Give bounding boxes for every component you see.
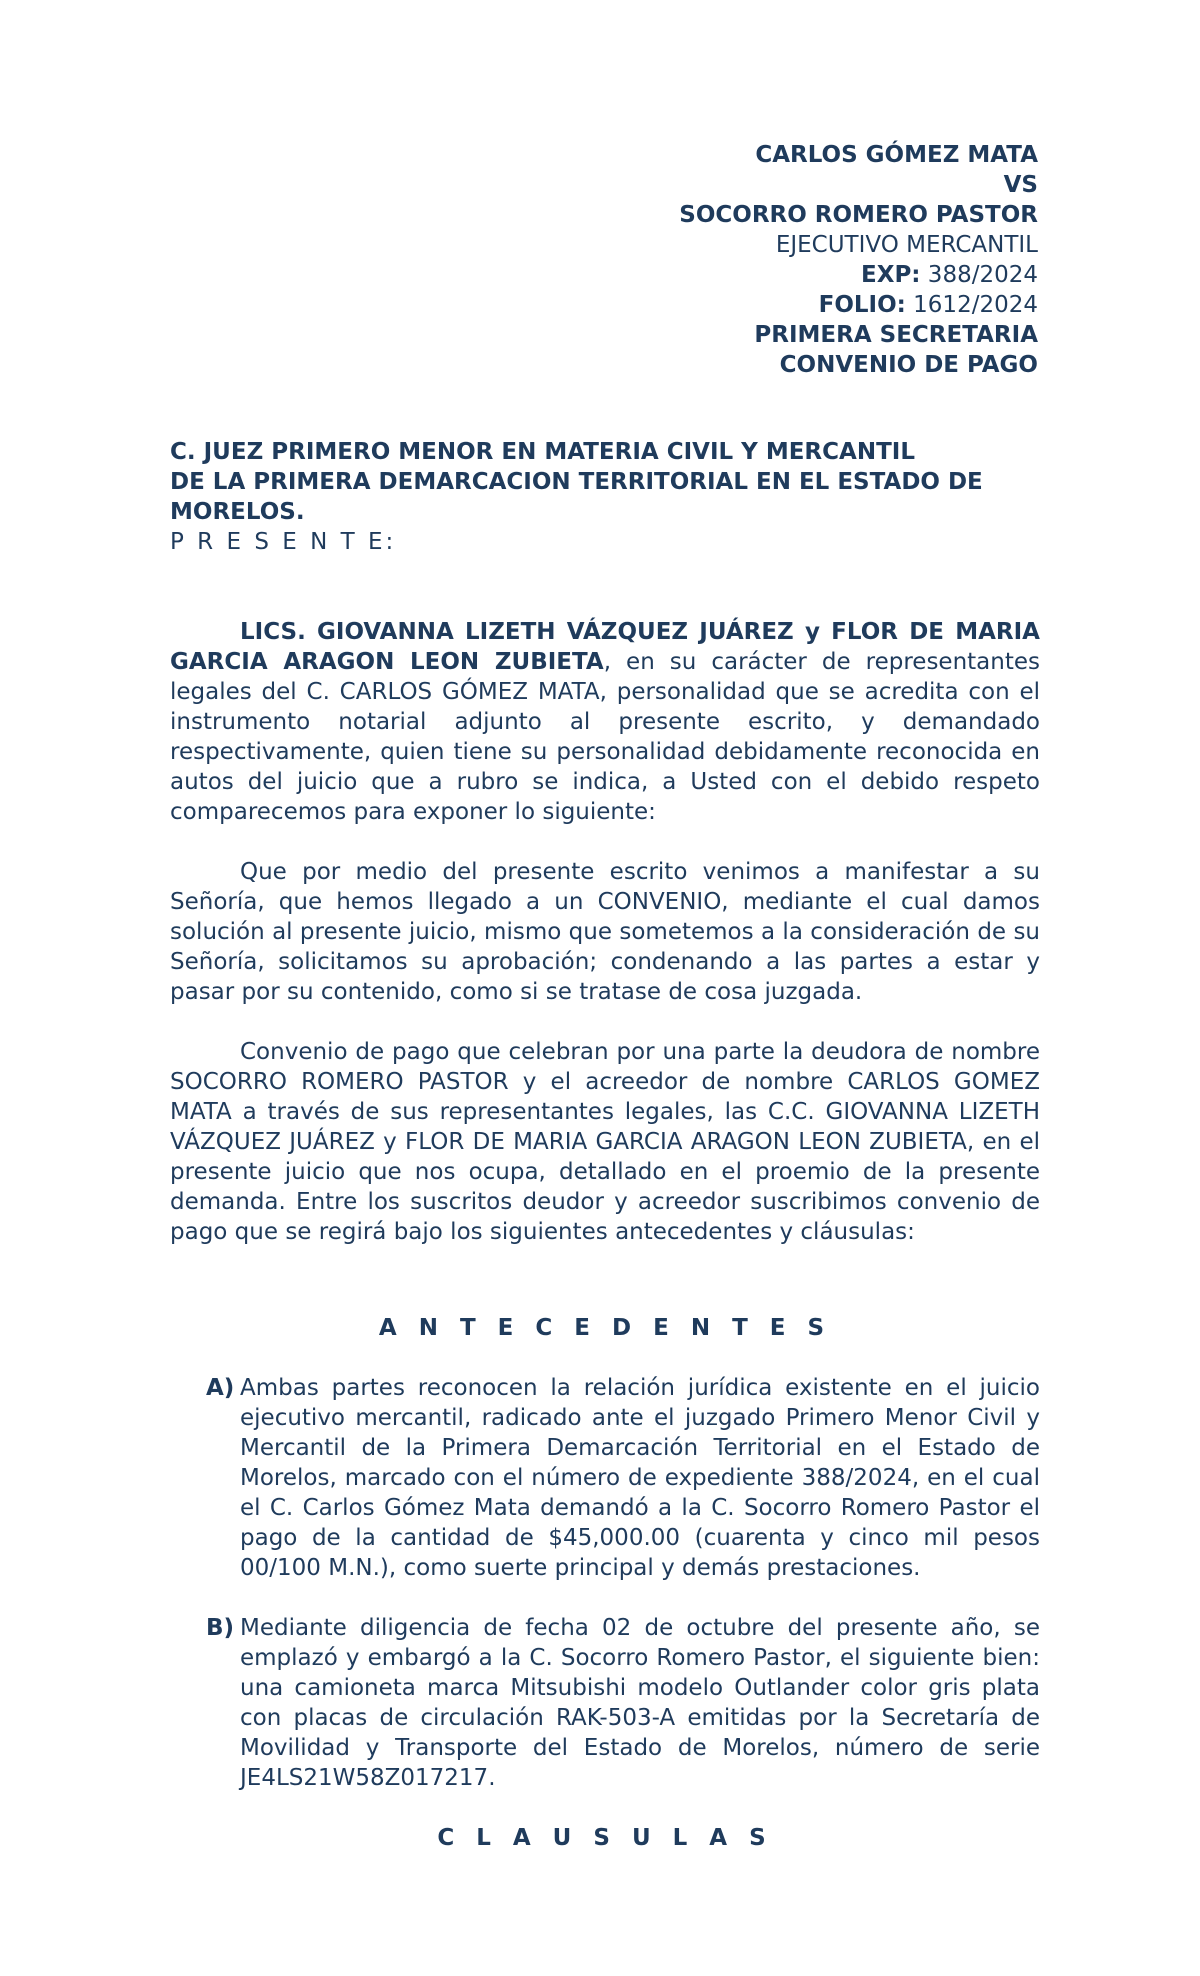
paragraph-convenio: Que por medio del presente escrito venimos a manifestar a su Señoría, que hemos llegado a un CONVENIO, mediante el cual damos solución al presente juicio, mismo que sometemos a la consideración de su Señoría, solicitamos su aprobación; condenando a las partes a estar y pasar por su contenido, como si se tratase de cosa juzgada. (170, 859, 1040, 1005)
expediente-line (679, 260, 1038, 290)
paragraph-parties: Convenio de pago que celebran por una parte la deudora de nombre SOCORRO ROMERO PASTOR y el acreedor de nombre CARLOS GOMEZ MATA a través de sus representantes legales, las C.C. GIOVANNA LIZETH VÁZQUEZ JUÁREZ y FLOR DE MARIA GARCIA ARAGON LEON ZUBIETA, en el presente juicio que nos ocupa, detallado en el proemio de la presente demanda. Entre los suscritos deudor y acreedor suscribimos convenio de pago que se regirá bajo los siguientes antecedentes y cláusulas: (170, 1039, 1040, 1245)
intro-paragraph (170, 617, 1040, 827)
addressee-block (170, 437, 1040, 557)
representatives-names: LICS. GIOVANNA LIZETH VÁZQUEZ JUÁREZ y FLOR DE MARIA GARCIA ARAGON LEON ZUBIETA (170, 619, 1040, 675)
plaintiff-name: CARLOS GÓMEZ MATA (755, 142, 1038, 168)
procedure-type: EJECUTIVO MERCANTIL (775, 232, 1038, 258)
folio-label: FOLIO: (818, 292, 906, 318)
document-body (170, 617, 1040, 1853)
secretaria: PRIMERA SECRETARIA (754, 322, 1038, 348)
versus-label: VS (1003, 172, 1038, 198)
antecedentes-title: A N T E C E D E N T E S (378, 1315, 832, 1341)
list-item-letter: B) (206, 1615, 235, 1641)
document-type: CONVENIO DE PAGO (779, 352, 1038, 378)
addressee-line-2: DE LA PRIMERA DEMARCACION TERRITORIAL EN EL ESTADO DE MORELOS. (170, 469, 983, 525)
presente-label: P R E S E N T E: (170, 529, 397, 555)
list-item-text: Mediante diligencia de fecha 02 de octubre del presente año, se emplazó y embargó a la C. Socorro Romero Pastor, el siguiente bien: una camioneta marca Mitsubishi modelo Outlander color gris plata con placas de circulación RAK-503-A emitidas por la Secretaría de Movilidad y Transporte del Estado de Morelos, número de serie JE4LS21W58Z017217. (240, 1615, 1040, 1791)
defendant-name: SOCORRO ROMERO PASTOR (679, 202, 1038, 228)
addressee-line-1: C. JUEZ PRIMERO MENOR EN MATERIA CIVIL Y MERCANTIL (170, 439, 915, 465)
exp-value: 388/2024 (920, 262, 1038, 288)
exp-label: EXP: (861, 262, 921, 288)
list-item (170, 1613, 1040, 1793)
folio-line (679, 290, 1038, 320)
list-item (170, 1373, 1040, 1583)
intro-text: , en su carácter de representantes legales del C. CARLOS GÓMEZ MATA, personalidad que se acredita con el instrumento notarial adjunto al presente escrito, y demandado respectivamente, quien tiene su personalidad debidamente reconocida en autos del juicio que a rubro se indica, a Usted con el debido respeto comparecemos para exponer lo siguiente: (170, 649, 1040, 825)
folio-value: 1612/2024 (905, 292, 1038, 318)
list-item-letter: A) (206, 1375, 235, 1401)
list-item-text: Ambas partes reconocen la relación jurídica existente en el juicio ejecutivo mercantil, radicado ante el juzgado Primero Menor Civil y Mercantil de la Primera Demarcación Territorial en el Estado de Morelos, marcado con el número de expediente 388/2024, en el cual el C. Carlos Gómez Mata demandó a la C. Socorro Romero Pastor el pago de la cantidad de $45,000.00 (cuarenta y cinco mil pesos 00/100 M.N.), como suerte principal y demás prestaciones. (240, 1375, 1040, 1581)
case-caption (679, 140, 1038, 380)
clausulas-title: C L A U S U L A S (437, 1825, 773, 1851)
